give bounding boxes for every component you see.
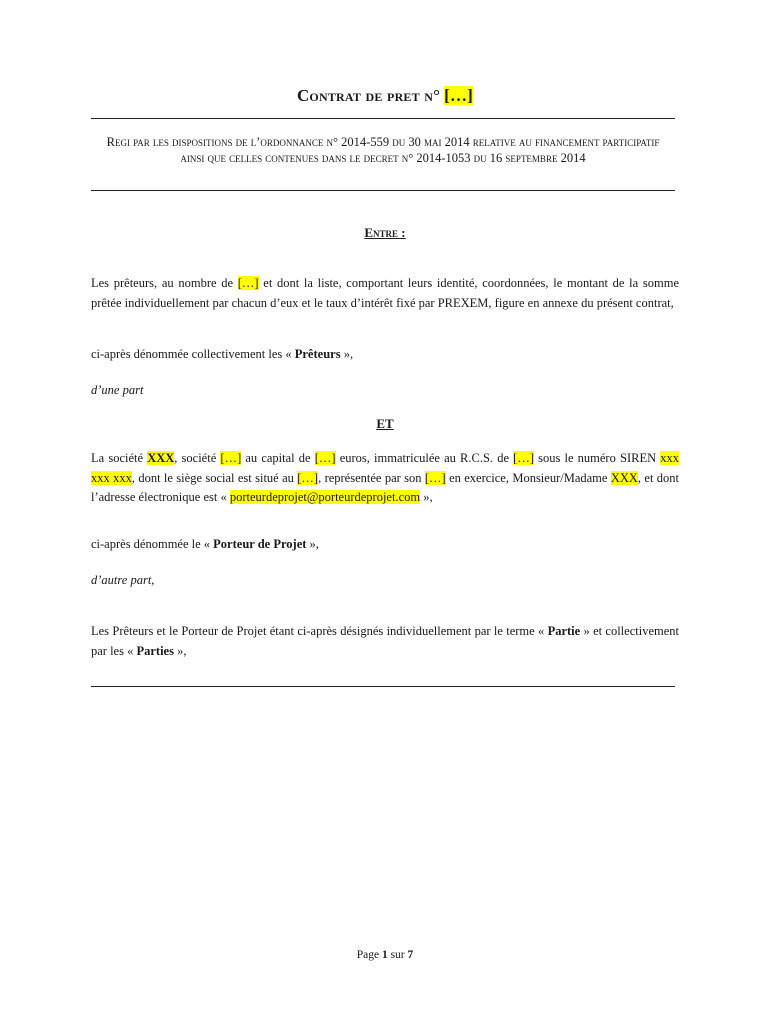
text: au capital de (241, 451, 315, 465)
placeholder: […] (513, 451, 534, 465)
title-placeholder: […] (444, 86, 474, 105)
placeholder: XXX (147, 451, 175, 465)
divider-subtitle (91, 190, 675, 191)
text: et dont la liste, comportant leurs identité, coordonnées, le montant de la somme prêtée individuellement par chacun d’eux et le taux d’intérêt fixé par PREXEM, figure en annexe du présent contrat, (91, 276, 679, 310)
page-footer (0, 949, 770, 961)
text: », (420, 490, 433, 504)
entre-heading: Entre : (364, 225, 406, 240)
placeholder: XXX (610, 470, 638, 485)
text: ci-après dénommée collectivement les « (91, 347, 295, 361)
defined-term: Porteur de Projet (213, 537, 307, 551)
text: en exercice, Monsieur/Madame (445, 470, 611, 485)
d-une-part: d’une part (91, 383, 144, 397)
et-heading: ET (376, 416, 394, 431)
placeholder: […] (220, 451, 242, 465)
title-text: Contrat de pret n° (296, 86, 441, 105)
text: », (306, 537, 319, 551)
page-total: 7 (407, 949, 414, 961)
placeholder: […] (424, 470, 446, 485)
text: Les prêteurs, au nombre de (91, 276, 238, 290)
porteur-designation (91, 535, 679, 555)
text: sous le numéro SIREN (533, 451, 661, 465)
parties-paragraph (91, 622, 679, 661)
placeholder: xxx xxx xxx (91, 451, 679, 485)
preteurs-paragraph (91, 274, 679, 313)
email-placeholder: porteurdeprojet@porteurdeprojet.com (229, 490, 421, 504)
defined-term: Partie (547, 624, 581, 638)
text: », (173, 643, 187, 658)
preteurs-designation (91, 345, 679, 365)
text: » et collectivement par les « (91, 624, 679, 658)
text: , représentée par son (318, 470, 425, 485)
porteur-paragraph (91, 449, 679, 508)
text: , et dont l’adresse électronique est « (91, 470, 679, 504)
divider-top (91, 118, 675, 119)
text: La société (91, 451, 148, 465)
d-autre-part: d’autre part, (91, 573, 155, 587)
placeholder: […] (314, 451, 336, 465)
placeholder: […] (297, 470, 319, 485)
text: ci-après dénommée le « (91, 537, 214, 551)
text: , société (174, 451, 221, 465)
text: Les Prêteurs et le Porteur de Projet étant ci-après désignés individuellement par le terme « (91, 624, 548, 638)
subtitle: Regi par les dispositions de l’ordonnance n° 2014-559 du 30 mai 2014 relative au financement participatif ainsi que celles contenues dans le decret n° 2014-1053 du 16 septembre 2014 (106, 135, 660, 165)
divider-bottom (91, 686, 675, 687)
placeholder: […] (237, 276, 259, 290)
text: euros, immatriculée au R.C.S. de (335, 451, 514, 465)
page-number: 1 (381, 949, 388, 961)
defined-term: Prêteurs (294, 347, 341, 361)
page-title (0, 86, 770, 106)
text: sur (390, 949, 405, 961)
text: , dont le siège social est situé au (131, 470, 298, 485)
text: », (340, 347, 354, 361)
text: Page (356, 949, 380, 961)
defined-term: Parties (136, 643, 174, 658)
